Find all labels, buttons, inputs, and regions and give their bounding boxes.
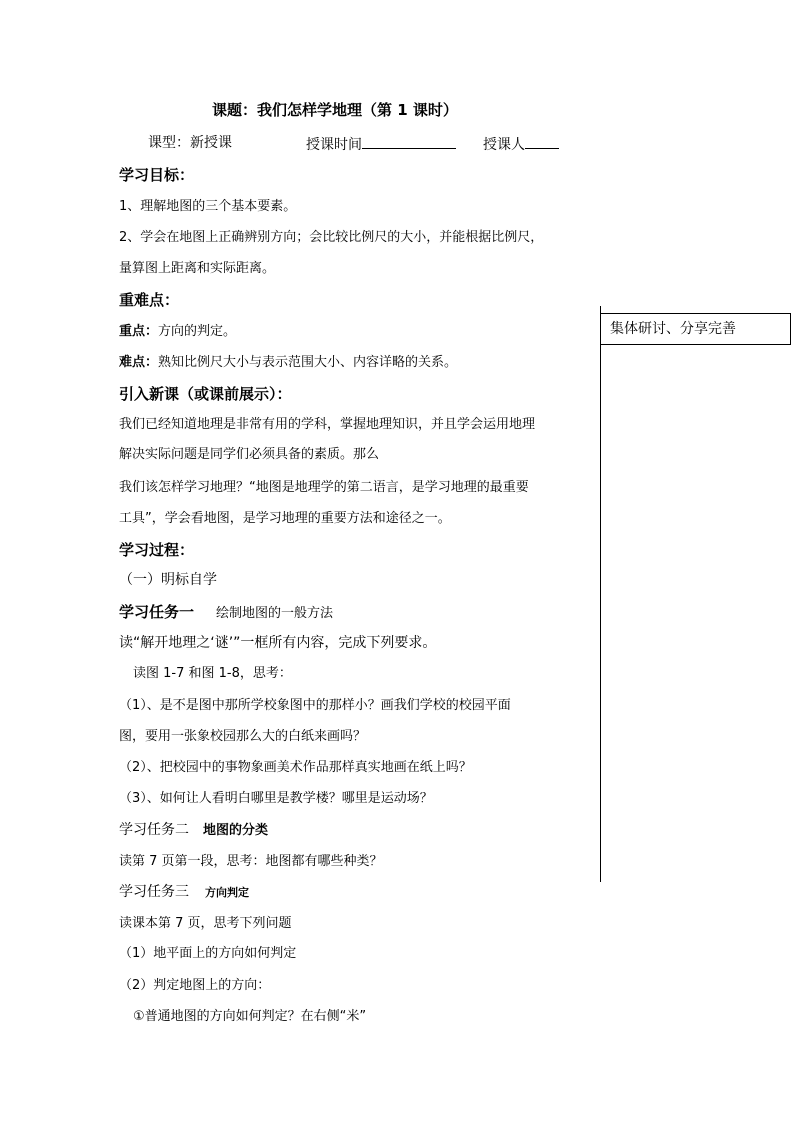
task-two-label: 学习任务二 [119, 822, 189, 838]
task-three-title: 方向判定 [205, 886, 249, 899]
key-point-text: 方向的判定。 [158, 324, 237, 339]
lesson-time [306, 134, 456, 154]
lesson-teacher-label: 授课人 [483, 137, 525, 153]
lesson-teacher-blank[interactable] [525, 134, 559, 149]
task-one-label: 学习任务一 [119, 603, 195, 621]
section-one: （一）明标自学 [119, 572, 217, 588]
key-points-heading: 重难点： [119, 291, 180, 309]
lesson-time-label: 授课时间 [306, 137, 362, 153]
goal-item: 2、学会在地图上正确辨别方向；会比较比例尺的大小，并能根据比例尺， [119, 230, 544, 245]
task-three [119, 883, 249, 902]
goal-item: 量算图上距离和实际距离。 [119, 261, 276, 276]
sidebar-divider [600, 306, 601, 882]
lesson-type: 课型：新授课 [148, 135, 232, 151]
lesson-time-blank[interactable] [362, 134, 456, 149]
sidebar-box [600, 313, 791, 345]
sidebar-label: 集体研讨、分享完善 [610, 321, 736, 337]
key-point [119, 323, 236, 341]
task-one [119, 603, 333, 623]
goals-heading: 学习目标： [119, 166, 195, 184]
difficult-point-text: 熟知比例尺大小与表示范围大小、内容详略的关系。 [158, 355, 458, 370]
goal-item: 1、理解地图的三个基本要素。 [119, 199, 297, 214]
task-two-line: 读第 7 页第一段，思考：地图都有哪些种类？ [119, 854, 383, 869]
lesson-title: 课题：我们怎样学地理（第 1 课时） [212, 101, 458, 119]
intro-line: 我们已经知道地理是非常有用的学科，掌握地理知识，并且学会运用地理 [119, 417, 536, 432]
task-one-line: 读“解开地理之‘谜’”一框所有内容，完成下列要求。 [119, 635, 437, 651]
task-three-line: ①普通地图的方向如何判定？在右侧“米” [133, 1009, 367, 1024]
intro-line: 工具”，学会看地图，是学习地理的重要方法和途径之一。 [119, 511, 451, 526]
task-three-line: （1）地平面上的方向如何判定 [119, 946, 297, 961]
task-three-label: 学习任务三 [119, 884, 189, 900]
task-one-line: （1）、是不是图中那所学校象图中的那样小？画我们学校的校园平面 [119, 698, 511, 713]
task-one-line: 读图 1-7 和图 1-8，思考： [133, 666, 292, 681]
task-three-line: 读课本第 7 页，思考下列问题 [119, 916, 292, 931]
difficult-point-label: 难点： [119, 355, 159, 370]
intro-line: 我们该怎样学习地理？“地图是地理学的第二语言，是学习地理的最重要 [119, 480, 529, 495]
lesson-teacher [483, 134, 559, 154]
task-three-line: （2）判定地图上的方向： [119, 978, 271, 993]
task-one-line: （3）、如何让人看明白哪里是教学楼？哪里是运动场？ [119, 791, 433, 806]
task-two [119, 821, 268, 840]
key-point-label: 重点： [119, 324, 159, 339]
intro-line: 解决实际问题是同学们必须具备的素质。那么 [119, 447, 380, 462]
process-heading: 学习过程： [119, 541, 195, 559]
intro-heading: 引入新课（或课前展示）： [119, 385, 292, 403]
task-one-title: 绘制地图的一般方法 [216, 606, 334, 621]
task-two-title: 地图的分类 [203, 823, 269, 838]
difficult-point [119, 354, 457, 372]
task-one-line: （2）、把校园中的事物象画美术作品那样真实地画在纸上吗？ [119, 760, 472, 775]
task-one-line: 图，要用一张象校园那么大的白纸来画吗？ [119, 729, 367, 744]
